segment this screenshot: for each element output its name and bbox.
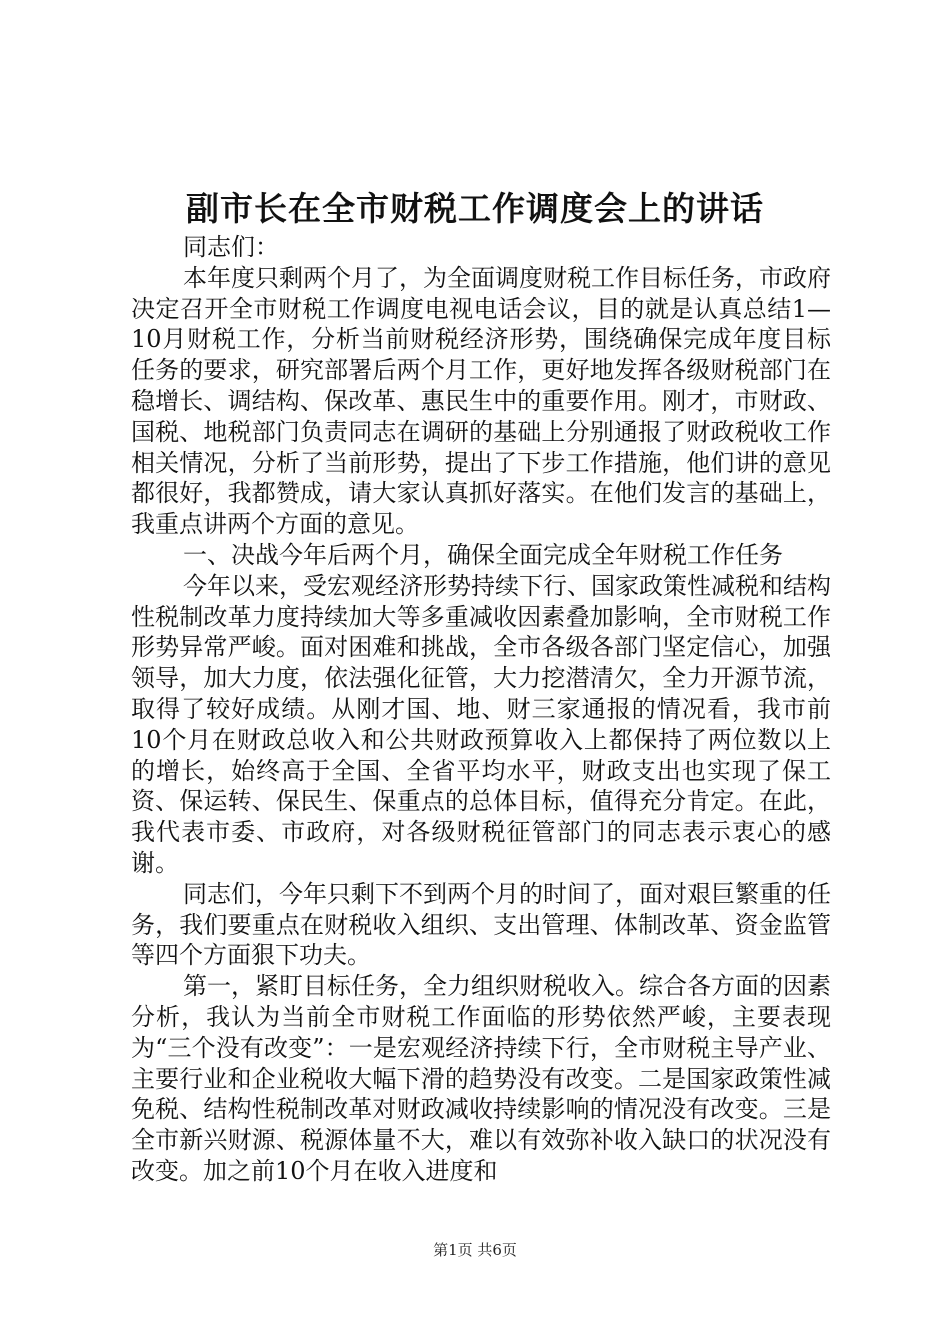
document-body (131, 232, 831, 1187)
body-paragraph: 今年以来，受宏观经济形势持续下行、国家政策性减税和结构性税制改革力度持续加大等多重减收因素叠加影响，全市财税工作形势异常严峻。面对困难和挑战，全市各级各部门坚定信心，加强领导，加大力度，依法强化征管，大力挖潜清欠，全力开源节流，取得了较好成绩。从刚才国、地、财三家通报的情况看，我市前10个月在财政总收入和公共财政预算收入上都保持了两位数以上的增长，始终高于全国、全省平均水平，财政支出也实现了保工资、保运转、保民生、保重点的总体目标，值得充分肯定。在此，我代表市委、市政府，对各级财税征管部门的同志表示衷心的感谢。 (131, 571, 831, 877)
section-heading: 一、决战今年后两个月，确保全面完成全年财税工作任务 (183, 540, 783, 569)
page-number-footer: 第1页 共6页 (433, 1241, 517, 1259)
document-title: 副市长在全市财税工作调度会上的讲话 (186, 189, 764, 228)
salutation-paragraph: 同志们： (183, 233, 279, 261)
body-paragraph: 同志们，今年只剩下不到两个月的时间了，面对艰巨繁重的任务，我们要重点在财税收入组织、支出管理、体制改革、资金监管等四个方面狠下功夫。 (131, 879, 831, 970)
body-paragraph: 本年度只剩两个月了，为全面调度财税工作目标任务，市政府决定召开全市财税工作调度电视电话会议，目的就是认真总结1—10月财税工作，分析当前财税经济形势，围绕确保完成年度目标任务的要求，研究部署后两个月工作，更好地发挥各级财税部门在稳增长、调结构、保改革、惠民生中的重要作用。刚才，市财政、国税、地税部门负责同志在调研的基础上分别通报了财政税收工作相关情况，分析了当前形势，提出了下步工作措施，他们讲的意见都很好，我都赞成，请大家认真抓好落实。在他们发言的基础上，我重点讲两个方面的意见。 (131, 263, 831, 539)
body-paragraph: 第一，紧盯目标任务，全力组织财税收入。综合各方面的因素分析，我认为当前全市财税工作面临的形势依然严峻，主要表现为“三个没有改变”：一是宏观经济持续下行，全市财税主导产业、主要行业和企业税收大幅下滑的趋势没有改变。二是国家政策性减免税、结构性税制改革对财政减收持续影响的情况没有改变。三是全市新兴财源、税源体量不大，难以有效弥补收入缺口的状况没有改变。加之前10个月在收入进度和 (131, 972, 831, 1185)
